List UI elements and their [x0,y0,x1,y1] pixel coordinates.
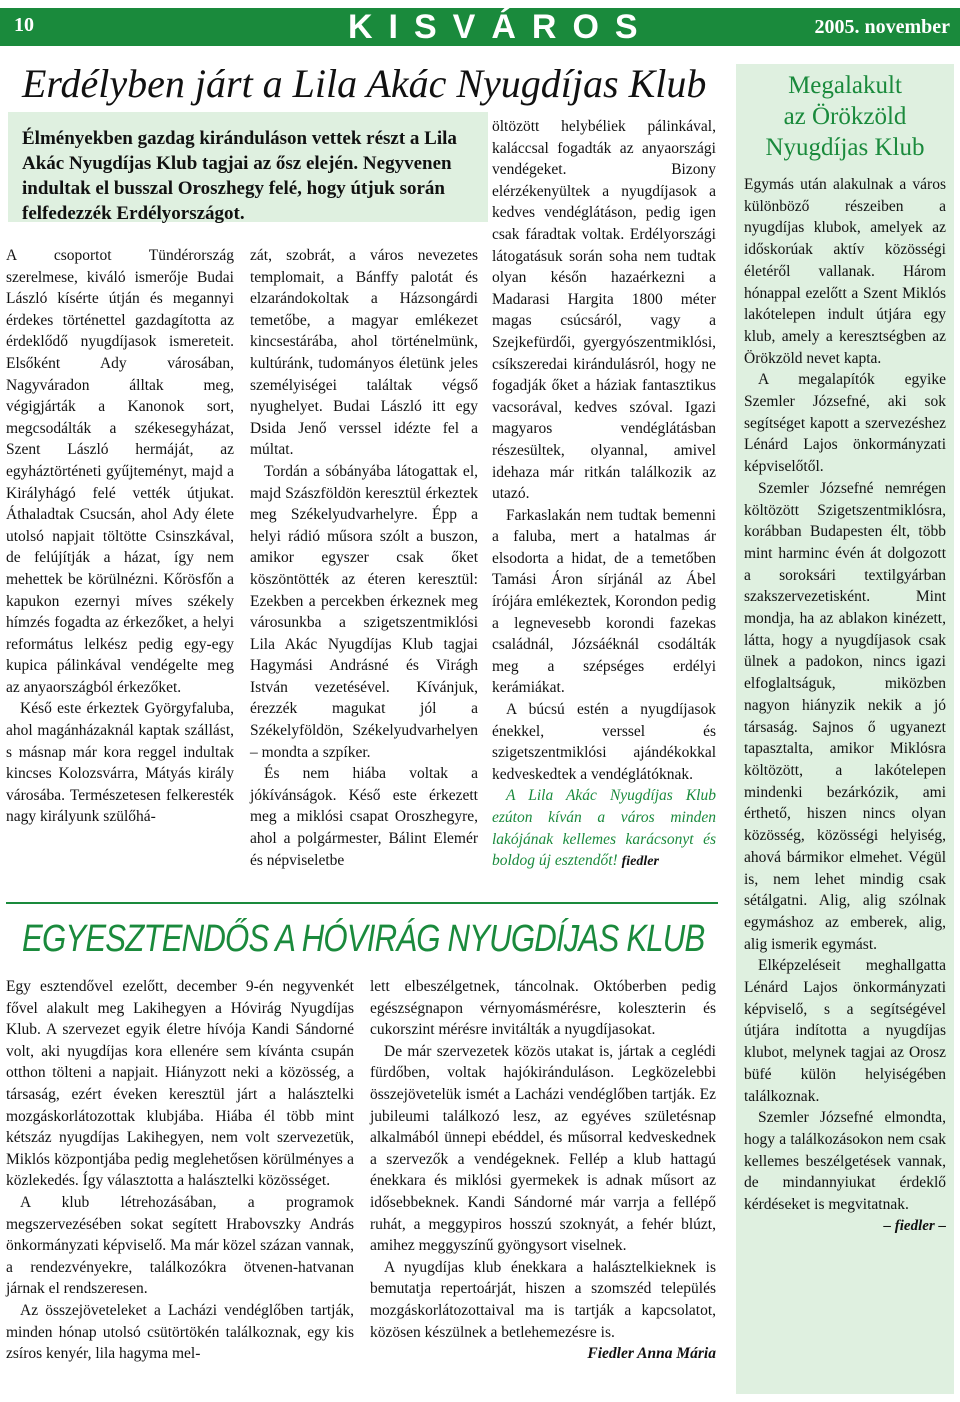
paragraph: A csoportot Tündérország szerelmese, kiváló ismerője Budai László kísérte útján és megannyi érdekes történettel gazdagította az érdeklődő nyugdíjasok ismereteit. Elsőként Ady városában, Nagyváradon álltak meg, végigjárták a Kanonok sort, megcsodálták a székesegyházat, Szent László hermáját, az egyháztörténeti gyűjteményt, majd a Királyhágó felé vették útjukat. Áthaladtak Csucsán, ahol Ady élete utolsó napjait töltötte Csinszkával, de felújítják a házat, így nem mehettek be körülnézni. Kőrösfőn a kapukon ezernyi míves székely hímzés fogadta az érkezőket, a helyi református lelkész pedig egy-egy kupica pálinkával vendégelte meg az anyaországból érkezőket. [6,247,234,696]
paragraph: A búcsú estén a nyugdíjasok énekkel, verssel és szigetszentmiklósi ajándékokkal kedveskedtek a vendéglátóknak. [492,701,716,783]
paragraph: Egy esztendővel ezelőtt, december 9-én negyvenkét fővel alakult meg Lakihegyen a Hóvirág Nyugdíjas Klub. A szervezet egyik életre hívója Kandi Sándorné volt, aki nyugdíjas kora ellenére sem kívánta csupán otthon tölteni a napjait. Hiányzott neki a közösség, a társaság, ezért éveken keresztül járt a halásztelki mozgáskorlátozottak klubjába. Hiába él több mint kétszáz nyugdíjas Lakihegyen, nem volt szervezetük, Miklós központjába pedig meglehetősen körülményes a közlekedés. Így választotta a halásztelki közösséget. [6,978,354,1190]
paragraph: Farkaslakán nem tudtak bemenni a faluba, mert a hatalmas ár elsodorta a hidat, de a temetőben Tamási Áron sírjánál az Ábel írójára emlékeztek, Korondon pedig a legnevesebb korondi fazekas családnál, Józsáéknál csodálták meg a szépséges erdélyi kerámiákat. [492,506,716,697]
article-title: Erdélyben járt a Lila Akác Nyugdíjas Klub [22,61,707,106]
paragraph: És nem hiába voltak a jókívánságok. Késő este érkezett meg a miklósi csapat Oroszhegyre, ahol a polgármester, Bálint Elemér és népviseletbe [250,765,478,869]
signature: fiedler [621,854,659,870]
paragraph: öltözött helybéliek pálinkával, kaláccsal fogadták az anyaországi vendégeket. Bizony elérzékenyültek a nyugdíjasok a kedves vendéglátáson, pedig igen csak fáradtak voltak. Erdélyországi látogatásuk során soha nem tudtak olyan későn hazaérkezni a Madarasi Hargita 1800 méter magas csúcsáról, vagy a Szejkefürdői, gyergyószentmiklósi, csíkszeredai kirándulásról, hogy ne fogadják őket a háziak fantasztikus vacsorával, kedves szóval. Igazi magyaros vendéglátásban részesültek, olyannal, amivel idehaza már ritkán találkozik az utazó. [492,118,716,503]
paragraph: Szemler Józsefné nemrégen költözött Szigetszentmiklósra, korábban Budapesten élt, több mint harminc évén át dolgozott a soroksári textilgyárban szakszervezetisként. Mint mondja, ha az ablakon kinézett, látta, hogy a nyugdíjasok csak ülnek a padokon, nincs igazi elfoglaltságuk, miközben nagyon hiányzik nekik a jó társaság. Sajnos ő ugyanezt tapasztalta, amikor Miklósra költözött, a lakótelepen mindenki bezárkózik, ami érthető, hiszen nincs olyan közösség, közösségi helyiség, ahová bármikor elmehet. Végül is, nem lehet mindig csak sétálgatni. Alig, alig szólnak egymáshoz az emberek, alig, alig ismerik egymást. [744,479,946,953]
sidebar-title-line: Nyugdíjas Klub [765,134,925,161]
sidebar-title [736,70,954,163]
section-divider [6,902,718,904]
closing-text: A Lila Akác Nyugdíjas Klub ezúton kíván a város minden lakójának kellemes karácsonyt és boldog új esztendőt! [492,787,716,870]
paragraph: A megalapítók egyike Szemler Józsefné, aki sok segítséget kapott a szervezéshez Lénárd Lajos önkormányzati képviselőtől. [744,371,946,476]
page-header [0,0,960,50]
article2-title: EGYESZTENDŐS A HÓVIRÁG NYUGDÍJAS KLUB [22,918,705,960]
article-column-2 [250,245,478,871]
sidebar-text [744,174,946,1237]
paragraph: Egymás után alakulnak a város különböző részeiben a nyugdíjas klubok, amelyek az időskorúak aktív közösségi életéről vallanak. Három hónappal ezelőtt a Szent Miklós lakótelepen indult útjára egy klub, amely a keresztségben az Örökzöld nevet kapta. [744,176,946,367]
sidebar-box [736,64,954,1394]
article2-author: Fiedler Anna Mária [587,1345,716,1363]
paragraph: zát, szobrát, a város nevezetes templomait, a Bánffy palotát és elzarándokoltak a Házsongárdi temetőbe, a magyar emlékezet kincsestárába, ahol történelmünk, kultúránk, tudományos életünk jeles személyiségei találtak végső nyughelyet. Budai László itt egy Dsida Jenő verssel idézte fel a múltat. [250,247,478,459]
article-column-3 [492,116,716,873]
paragraph: Késő este érkeztek Györgyfaluba, ahol magánházaknál kaptak szállást, s másnap már kora reggel indultak kincses Kolozsvárra, Mátyás király városába. Természetesen felkeresték nagy királyunk szülőhá- [6,700,234,826]
article2-column-1 [6,976,354,1365]
paragraph: A klub létrehozásában, a programok megszervezésében sokat segített Hrabovszky András önkormányzati képviselő. Ma már közel százan vannak, a rendezvényekre, találkozókra ötvenen-hatvanan járnak el rendszeresen. [6,1193,354,1298]
sidebar-title-line: az Örökzöld [783,103,907,130]
paragraph: Az összejöveteleket a Lacházi vendéglőben tartják, minden hónap utolsó csütörtökén találkoznak, egy kis zsíros kenyér, lila hagyma mel- [6,1301,354,1363]
article-lead: Élményekben gazdag kiránduláson vettek részt a Lila Akác Nyugdíjas Klub tagjai az ősz elején. Negyvenen indultak el busszal Oroszhegy felé, hogy útjuk során felfedezzék Erdélyországot. [8,112,488,222]
paragraph: De már szervezetek közös utakat is, jártak a ceglédi fürdőben, voltak hajókiránduláson. Legközelebbi összejövetelük ismét a Lacházi vendéglőben tartják. Ez jubileumi találkozó lesz, az egyéves születésnap alkalmából ünnepi ebéddel, és műsorral kedveskednek a szervezők a vendégeknek. Fellép a klub hattagú énekkara és miklósi gyermekek is adnak műsort az idősebbeknek. Kandi Sándorné már varrja a fellépő ruhát, a meggypiros hosszú szoknyát, a fehér blúzt, amihez meggyszínű gyöngysort viselnek. [370,1042,716,1255]
paragraph: Tordán a sóbányába látogattak el, majd Szászföldön keresztül érkeztek meg Székelyudvarhelyre. Épp a helyi rádió műsora szólt a buszon, amikor egyszer csak őket köszöntötték az éteren keresztül: Ezekben a percekben érkeznek meg városunkba a szigetszentmiklósi Lila Akác Nyugdíjas Klub tagjai Hagymási Andrásné és Virágh István vezetésével. Kívánjuk, érezzék magukat jól a Székelyföldön, Székelyudvarhelyen – mondta a szpíker. [250,462,478,761]
article2-column-2 [370,976,716,1365]
page-number: 10 [14,14,34,36]
sidebar-title-line: Megalakult [788,72,902,99]
closing-wish [492,785,716,872]
paragraph: lett elbeszélgetnek, táncolnak. Októberben pedig egészségnapon vérnyomásmérésre, koleszterin és cukorszint mérésre invitálták a nyugdíjasokat. [370,978,716,1039]
issue-date: 2005. november [814,16,950,38]
paragraph: Szemler Józsefné elmondta, hogy a találkozásokon nem csak kellemes beszélgetések vannak, de mindannyiukat érdeklő kérdéseket is megvitatnak. [744,1109,946,1214]
paragraph: A nyugdíjas klub énekkara a halásztelkieknek is bemutatja repertoárját, hiszen a szomszéd település mozgáskorlátozottaival ma is tartják a kapcsolatot, közösen készülnek a betlehemezésre is. [370,1258,716,1341]
masthead: KISVÁROS [348,8,654,46]
paragraph: Elképzeléseit meghallgatta Lénárd Lajos önkormányzati képviselő, s a segítségével útjára indította a nyugdíjas klubot, melynek tagjai az Orosz büfé külön helyiségében találkoznak. [744,957,946,1105]
article-column-1 [6,245,234,828]
sidebar-signature: – fiedler – [883,1217,946,1234]
